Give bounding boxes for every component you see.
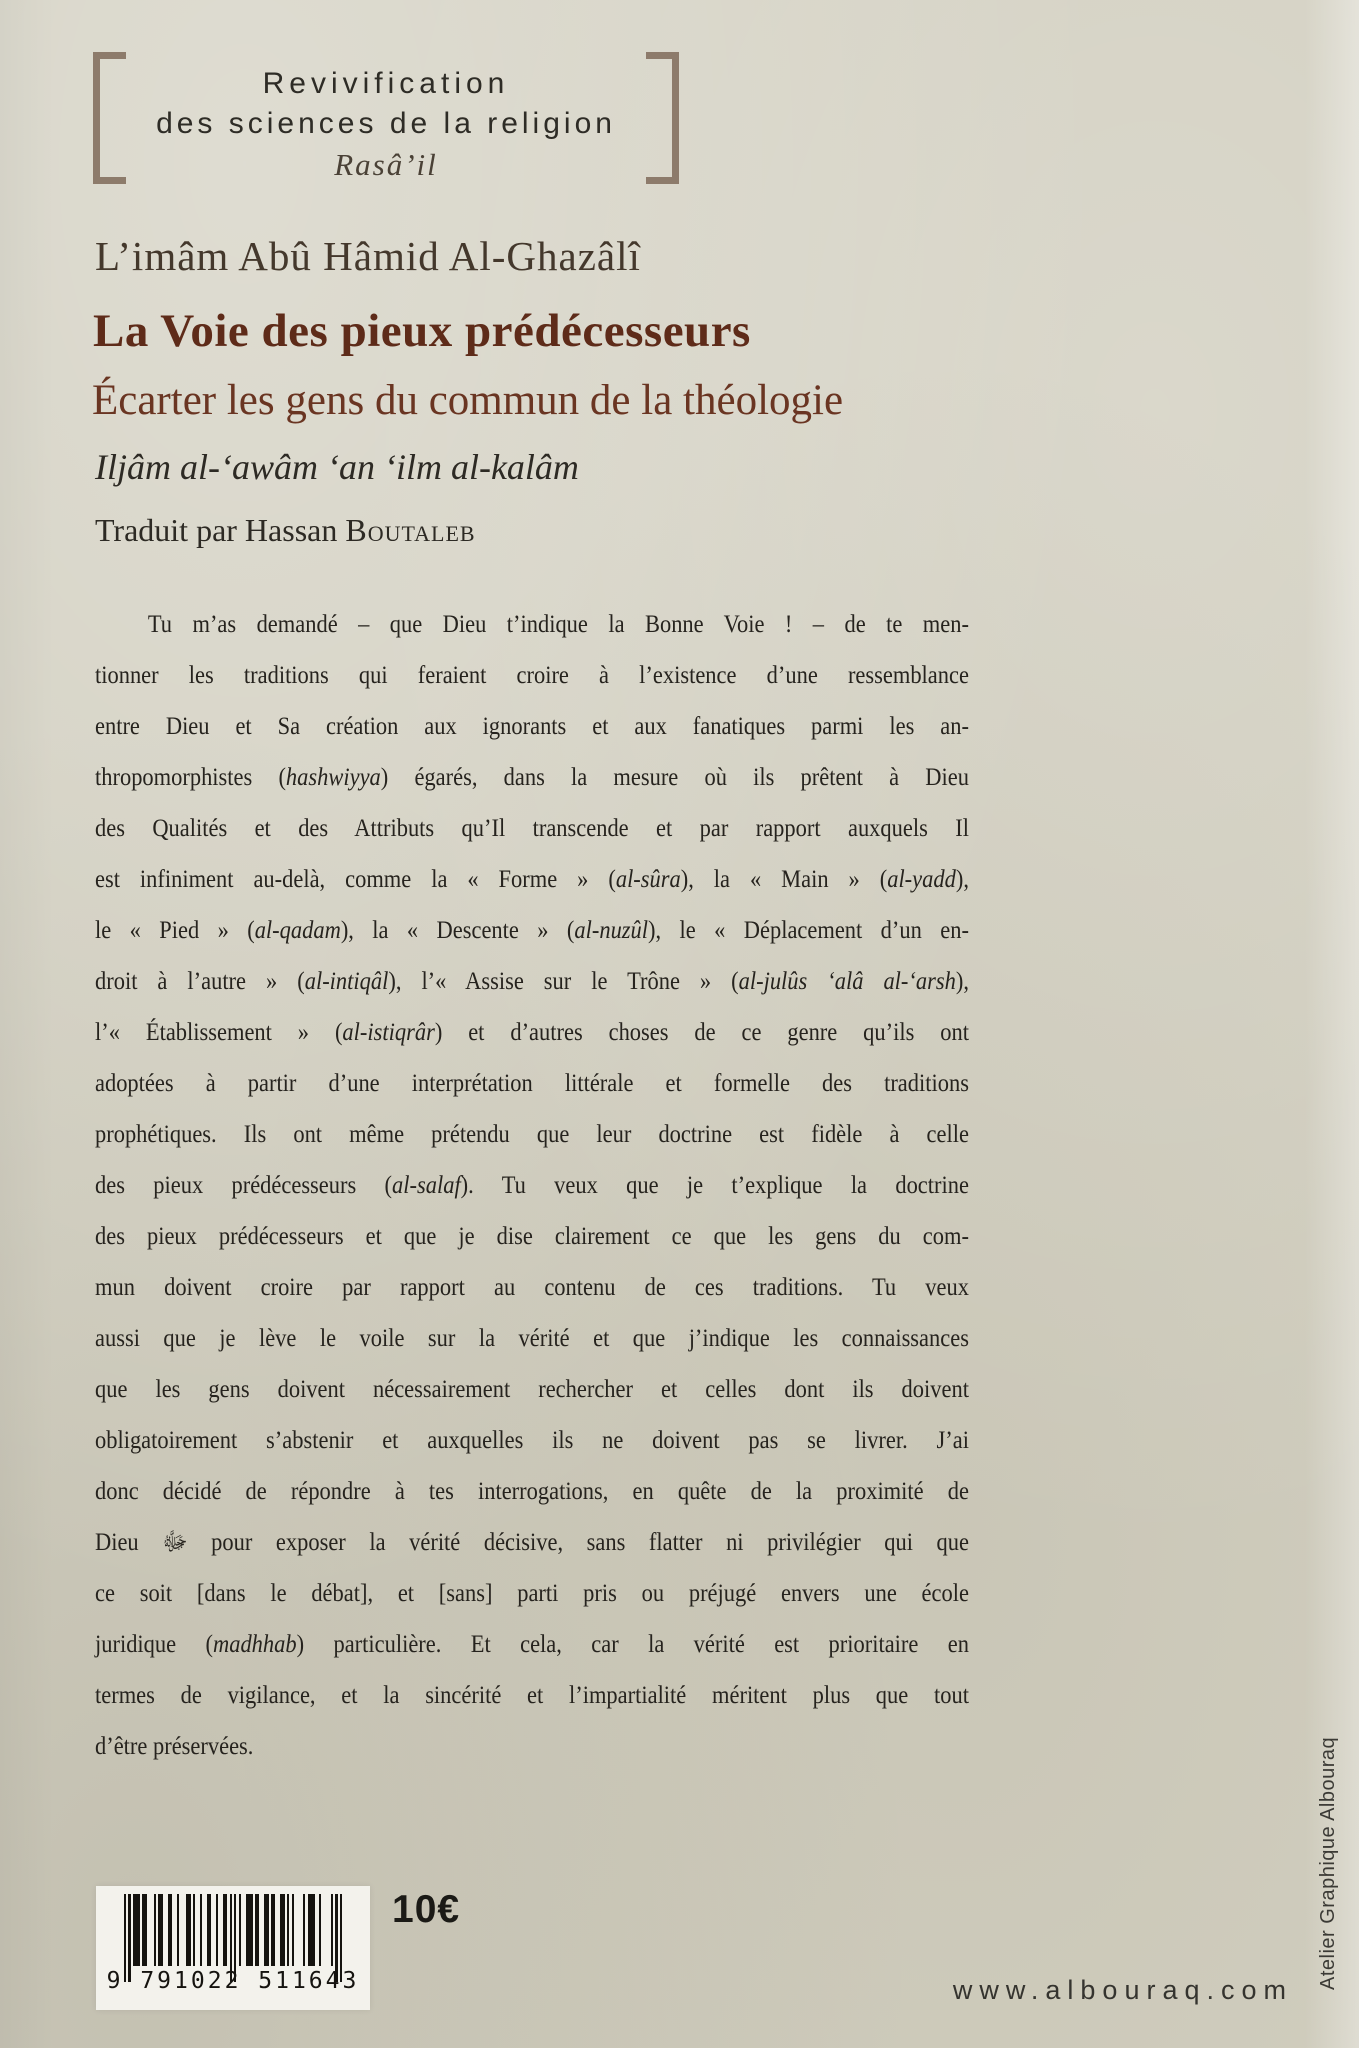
arabic-transliteration: Iljâm al-‘awâm ‘an ‘ilm al-kalâm	[95, 447, 579, 487]
body-line: d’être préservées.	[95, 1731, 254, 1760]
body-line: des pieux prédécesseurs et que je dise clairement ce que les gens du com-	[95, 1221, 969, 1250]
body-line: aussi que je lève le voile sur la vérité et que j’indique les connaissances	[95, 1323, 969, 1352]
barcode-number: 9 791022 511643	[106, 1968, 360, 1994]
body-line: des Qualités et des Attributs qu’Il transcende et par rapport auxquels Il	[95, 813, 969, 842]
body-line: Dieu ﷻ pour exposer la vérité décisive, sans flatter ni privilégier qui que	[95, 1527, 969, 1556]
body-line: prophétiques. Ils ont même prétendu que leur doctrine est fidèle à celle	[95, 1119, 969, 1148]
book-subtitle: Écarter les gens du commun de la théologie	[92, 377, 844, 424]
series-collection-name: Rasâ’il	[334, 147, 438, 182]
translator-prefix: Traduit par Hassan	[95, 512, 346, 548]
barcode-bar	[246, 1894, 253, 1966]
left-bracket-icon	[93, 52, 126, 184]
price-label: 10€	[392, 1888, 461, 1931]
body-line: l’« Établissement » (al-istiqrâr) et d’autres choses de ce genre qu’ils ont	[95, 1017, 969, 1046]
translator-line	[95, 512, 476, 549]
barcode-space	[321, 1894, 330, 1966]
body-line: que les gens doivent nécessairement rechercher et celles dont ils doivent	[95, 1374, 969, 1403]
body-line: juridique (madhhab) particulière. Et cela, car la vérité est prioritaire en	[95, 1629, 969, 1658]
book-title: La Voie des pieux prédécesseurs	[93, 305, 751, 357]
body-line: termes de vigilance, et la sincérité et l’impartialité méritent plus que tout	[95, 1680, 969, 1709]
body-line: mun doivent croire par rapport au contenu de ces traditions. Tu veux	[95, 1272, 969, 1301]
series-title-line2: des sciences de la religion	[156, 107, 616, 140]
body-line: adoptées à partir d’une interprétation littérale et formelle des traditions	[95, 1068, 969, 1097]
body-paragraph	[95, 598, 969, 1771]
body-line: tionner les traditions qui feraient croire à l’existence d’une ressemblance	[95, 660, 969, 689]
body-line: entre Dieu et Sa création aux ignorants et aux fanatiques parmi les an-	[95, 711, 969, 740]
back-cover-text	[95, 598, 975, 1771]
body-line: obligatoirement s’abstenir et auxquelles ils ne doivent pas se livrer. J’ai	[95, 1425, 969, 1454]
series-block	[93, 52, 679, 198]
body-line: des pieux prédécesseurs (al-salaf). Tu veux que je t’explique la doctrine	[95, 1170, 969, 1199]
body-line: donc décidé de répondre à tes interrogations, en quête de la proximité de	[95, 1476, 969, 1505]
series-text	[123, 64, 649, 186]
right-bracket-icon	[646, 52, 679, 184]
body-line: Tu m’as demandé – que Dieu t’indique la Bonne Voie ! – de te men-	[147, 609, 969, 638]
barcode-bar	[308, 1894, 315, 1966]
publisher-website: www.albouraq.com	[952, 1975, 1293, 2005]
author-name: L’imâm Abû Hâmid Al-Ghazâlî	[95, 233, 641, 279]
body-line: est infiniment au-delà, comme la « Forme » (al-sûra), la « Main » (al-yadd),	[95, 864, 969, 893]
barcode-space	[179, 1894, 186, 1966]
body-line: droit à l’autre » (al-intiqâl), l’« Assise sur le Trône » (al-julûs ‘alâ al-‘arsh),	[95, 966, 969, 995]
body-line: le « Pied » (al-qadam), la « Descente » (al-nuzûl), le « Déplacement d’un en-	[95, 915, 969, 944]
body-line: thropomorphistes (hashwiyya) égarés, dans la mesure où ils prêtent à Dieu	[95, 762, 969, 791]
barcode-bar	[133, 1894, 140, 1966]
series-title-line1: Revivification	[262, 67, 510, 100]
barcode	[96, 1886, 370, 2010]
body-line: ce soit [dans le débat], et [sans] parti pris ou préjugé envers une école	[95, 1578, 969, 1607]
translator-surname: Boutaleb	[345, 512, 476, 548]
design-credit: Atelier Graphique Albouraq	[1317, 1736, 1339, 1990]
barcode-space	[147, 1894, 154, 1966]
barcode-space	[294, 1894, 303, 1966]
